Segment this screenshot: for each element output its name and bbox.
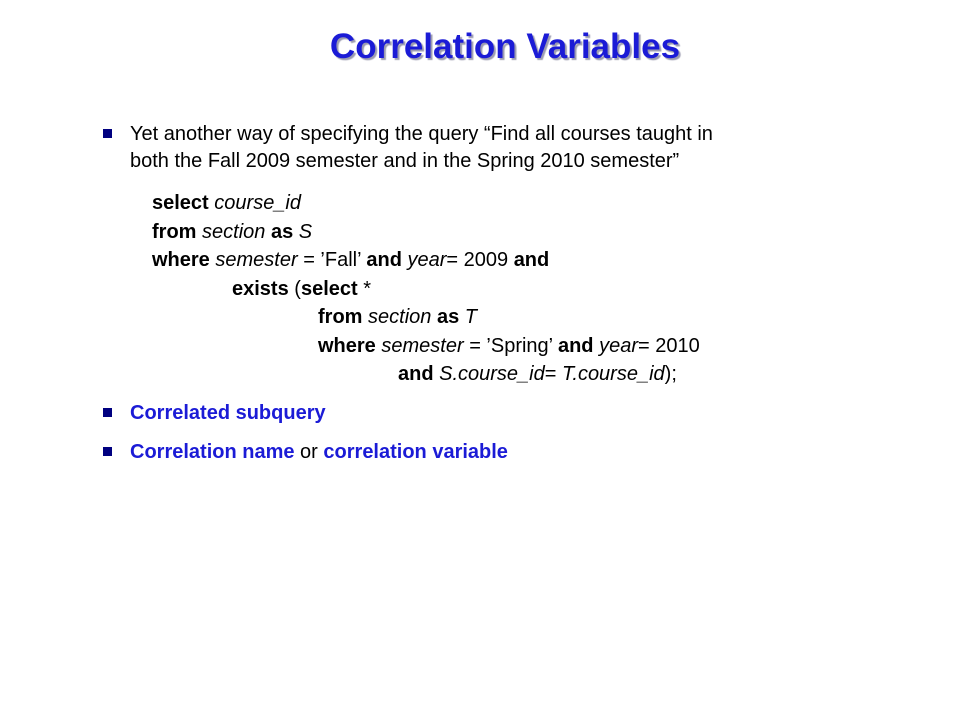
sql-keyword: select (152, 192, 209, 214)
sql-keyword: and (398, 363, 434, 385)
query-line (152, 275, 700, 304)
sql-keyword: select (300, 277, 358, 300)
sql-text: ); (664, 363, 677, 385)
bullet-text (130, 400, 326, 427)
square-bullet-icon (103, 129, 112, 138)
square-bullet-icon (103, 447, 112, 456)
sql-identifier: S.course_id (439, 363, 545, 385)
query-line (152, 218, 700, 247)
highlighted-term: correlation variable (323, 441, 508, 463)
sql-identifier: course_id (214, 192, 301, 214)
sql-identifier: year (599, 334, 638, 357)
query-line (152, 189, 700, 218)
sql-identifier: S (298, 220, 313, 243)
bullet-text-line: both the Fall 2009 semester and in the Spring 2010 semester” (130, 150, 680, 172)
bullet-text-line: Yet another way of specifying the query “Find all courses taught in (130, 123, 713, 145)
sql-text: = 2010 (637, 334, 700, 357)
sql-text: = 2009 (446, 249, 509, 271)
query-line (152, 332, 700, 361)
highlighted-term: Correlation name (130, 441, 295, 463)
bullet-item-intro (0, 121, 960, 177)
sql-keyword: from (152, 220, 197, 243)
sql-keyword: and (513, 249, 550, 271)
sql-identifier: semester (215, 249, 298, 271)
bullet-item-correlated-subquery (0, 400, 960, 427)
sql-text: * (363, 277, 372, 300)
sql-keyword: and (366, 249, 402, 271)
sql-keyword: as (270, 220, 294, 243)
sql-identifier: T.course_id (562, 363, 665, 385)
sql-keyword: where (318, 334, 376, 357)
sql-keyword: from (318, 306, 363, 328)
sql-text: ( (294, 277, 301, 300)
bullet-item-correlation-name (0, 439, 960, 466)
bullet-text (130, 439, 508, 466)
sql-text: = (544, 363, 557, 385)
sql-identifier: section (202, 220, 266, 243)
sql-keyword: exists (232, 277, 289, 300)
square-bullet-icon (103, 408, 112, 417)
sql-query (152, 189, 700, 389)
sql-keyword: as (436, 306, 460, 328)
connector-text: or (300, 441, 318, 463)
query-line (152, 246, 700, 275)
query-line (152, 360, 700, 389)
sql-text: = ’Fall’ (303, 249, 361, 271)
sql-text: = ’Spring’ (469, 334, 553, 357)
highlighted-term: Correlated subquery (130, 402, 326, 424)
sql-identifier: year (407, 249, 447, 271)
sql-identifier: T (464, 306, 477, 328)
sql-identifier: section (368, 306, 432, 328)
slide-title: Correlation Variables (329, 27, 681, 66)
sql-keyword: where (152, 249, 210, 271)
bullet-text (130, 121, 713, 175)
sql-identifier: semester (381, 334, 464, 357)
sql-keyword: and (557, 334, 594, 357)
query-line (152, 303, 700, 332)
